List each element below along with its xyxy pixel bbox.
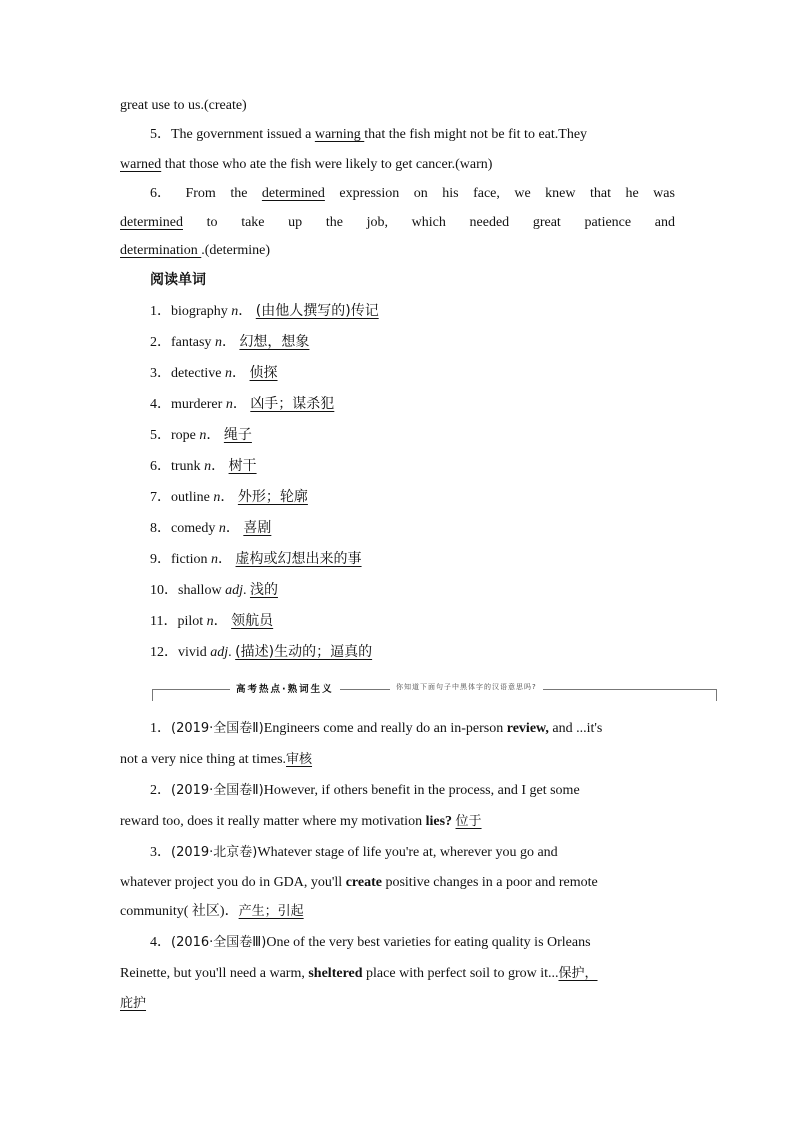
vocab-sep: . <box>228 645 232 660</box>
vocab-item <box>150 611 273 632</box>
vocab-meaning: 虚构或幻想出来的事 <box>235 551 362 567</box>
vocab-number: 4． <box>150 397 171 412</box>
hot-item-3-line2 <box>120 873 675 893</box>
vocab-meaning: 树干 <box>228 458 257 474</box>
exercise-q5-line1 <box>150 125 675 145</box>
vocab-meaning: (描述)生动的；逼真的 <box>235 644 373 660</box>
vocab-pos: n <box>213 490 221 505</box>
vocab-sep: ． <box>218 552 233 567</box>
vocab-word: shallow <box>178 583 222 598</box>
q6-answer-determined-adj: determined <box>261 186 325 201</box>
vocab-meaning: 幻想，想象 <box>239 334 310 350</box>
vocab-number: 8． <box>150 521 171 536</box>
hot-item-number: 2． <box>150 783 171 798</box>
vocab-number: 10． <box>150 583 178 598</box>
q5-text-mid: that the fish might not be fit to eat.They <box>364 127 588 142</box>
vocab-pos: n <box>211 552 219 567</box>
hot-item-bold-word: lies? <box>425 814 453 829</box>
q6-word: up <box>288 215 303 230</box>
q6-word: expression <box>339 186 400 201</box>
hot-item-text: place with perfect soil to grow it... <box>362 966 559 981</box>
hot-item-2-line2 <box>120 812 675 832</box>
hot-item-source: (2019·全国卷Ⅱ) <box>171 783 264 798</box>
vocab-item <box>150 301 379 322</box>
banner-right-cap <box>706 689 717 701</box>
vocab-sep: ． <box>220 490 235 505</box>
q6-answer-determination: determination <box>120 243 202 258</box>
q5-answer-warned: warned <box>120 157 162 172</box>
hot-item-4-line2 <box>120 964 675 984</box>
vocab-pos: adj <box>225 583 243 598</box>
q6-word: to <box>206 215 218 230</box>
vocab-sep: ． <box>213 614 228 629</box>
vocab-number: 5． <box>150 428 171 443</box>
banner-left-cap <box>152 689 163 701</box>
vocab-word: vivid <box>178 645 207 660</box>
vocab-item <box>150 425 252 446</box>
vocab-pos: n <box>204 459 212 474</box>
q6-word: face, <box>473 186 500 201</box>
exercise-q5-line2 <box>120 155 675 175</box>
q6-word: knew <box>545 186 576 201</box>
vocab-sep: ． <box>232 366 247 381</box>
vocab-word: pilot <box>177 614 204 629</box>
vocab-pos: n <box>225 366 233 381</box>
vocab-pos: n <box>225 397 233 412</box>
vocab-meaning: 领航员 <box>231 613 274 629</box>
vocab-sep: . <box>242 583 247 598</box>
hot-item-source: (2019·全国卷Ⅱ) <box>171 721 264 736</box>
hot-item-text: and ...it's <box>548 721 603 736</box>
hot-item-source: (2019·北京卷) <box>171 845 258 860</box>
q6-word: great <box>532 215 561 230</box>
q6-word: he <box>625 186 639 201</box>
hot-item-4-line3 <box>120 994 675 1014</box>
vocab-word: rope <box>171 428 196 443</box>
vocab-item <box>150 363 278 384</box>
vocab-item <box>150 549 362 570</box>
hot-item-text: positive changes in a poor and remote <box>381 875 598 890</box>
banner-subtitle: 你知道下面句子中黑体字的汉语意思吗? <box>390 682 543 692</box>
vocab-word: outline <box>171 490 210 505</box>
q6-word: the <box>325 215 343 230</box>
vocab-number: 1． <box>150 304 171 319</box>
vocab-number: 3． <box>150 366 171 381</box>
hot-item-3-line1 <box>150 843 675 863</box>
q5-number: 5． <box>150 127 171 142</box>
hot-item-1-line2 <box>120 750 675 770</box>
q6-word: and <box>654 215 675 230</box>
vocab-word: trunk <box>171 459 201 474</box>
q6-word: was <box>653 186 675 201</box>
hot-item-text: However, if others benefit in the process, and I get some <box>263 783 580 798</box>
vocab-sep: ． <box>238 304 253 319</box>
vocab-item <box>150 332 309 353</box>
hot-item-text: Whatever stage of life you're at, wherever you go and <box>257 845 558 860</box>
vocab-meaning: 侦探 <box>249 365 278 381</box>
hot-item-answer: 产生；引起 <box>238 904 304 919</box>
vocab-item <box>150 394 334 415</box>
vocab-sep: ． <box>225 521 240 536</box>
exercise-q6-line3 <box>120 241 675 261</box>
vocab-word: comedy <box>171 521 216 536</box>
q6-word: the <box>230 186 248 201</box>
vocab-meaning: 浅的 <box>249 582 278 598</box>
vocab-pos: adj <box>210 645 229 660</box>
hot-item-number: 4． <box>150 935 171 950</box>
hot-item-answer: 保护， <box>558 966 598 981</box>
exercise-q6-line1 <box>150 184 675 204</box>
hot-item-source: (2016·全国卷Ⅲ) <box>171 935 267 950</box>
q6-word: which <box>411 215 446 230</box>
vocab-pos: n <box>231 304 239 319</box>
q5-text-pre: The government issued a <box>171 127 315 142</box>
vocab-sep: ． <box>232 397 247 412</box>
vocab-meaning: 外形；轮廓 <box>237 489 308 505</box>
q6-word: take <box>241 215 265 230</box>
vocab-item <box>150 642 372 663</box>
hot-item-text: Reinette, but you'll need a warm, <box>120 966 309 981</box>
vocab-pos: n <box>214 335 222 350</box>
hot-item-text: whatever project you do in GDA, you'll <box>120 875 346 890</box>
vocab-pos: n <box>218 521 226 536</box>
q6-word: needed <box>469 215 510 230</box>
vocab-item <box>150 518 271 539</box>
vocab-item <box>150 456 257 477</box>
vocab-number: 6． <box>150 459 171 474</box>
vocab-item <box>150 487 308 508</box>
vocab-number: 11． <box>150 614 178 629</box>
reading-words-heading: 阅读单词 <box>150 272 206 288</box>
vocab-sep: ． <box>221 335 236 350</box>
vocab-meaning: 凶手；谋杀犯 <box>250 396 335 412</box>
hot-item-4-line1 <box>150 933 675 953</box>
vocab-word: biography <box>171 304 228 319</box>
vocab-sep: ． <box>206 428 221 443</box>
hot-item-number: 3． <box>150 845 171 860</box>
hot-item-number: 1． <box>150 721 171 736</box>
vocab-pos: n <box>206 614 214 629</box>
vocab-word: fantasy <box>171 335 212 350</box>
vocab-meaning: 喜剧 <box>243 520 272 536</box>
banner-title: 高考热点·熟词生义 <box>230 681 340 695</box>
q6-word: on <box>413 186 428 201</box>
q6-word: patience <box>584 215 632 230</box>
hot-item-answer: 位于 <box>455 814 482 829</box>
vocab-meaning: (由他人撰写的)传记 <box>255 303 379 319</box>
hot-item-bold-word: create <box>345 875 382 890</box>
vocab-number: 2． <box>150 335 171 350</box>
q5-answer-warning: warning <box>314 127 365 142</box>
vocab-number: 12． <box>150 645 178 660</box>
vocab-sep: ． <box>211 459 226 474</box>
hot-item-text: reward too, does it really matter where my motivation <box>120 814 426 829</box>
hot-item-2-line1 <box>150 781 675 801</box>
exercise-q6-line2 <box>120 213 675 233</box>
hot-item-bold-word: sheltered <box>308 966 363 981</box>
hot-item-bold-word: review, <box>506 721 549 736</box>
hot-item-text: not a very nice thing at times. <box>120 752 287 767</box>
hot-item-3-line3 <box>120 902 675 922</box>
vocab-number: 7． <box>150 490 171 505</box>
hot-item-answer: 庇护 <box>120 996 147 1011</box>
vocab-meaning: 绳子 <box>223 427 252 443</box>
vocab-item <box>150 580 278 601</box>
vocab-word: fiction <box>171 552 208 567</box>
q5-text-post: that those who ate the fish were likely to get cancer.(warn) <box>161 157 493 172</box>
hot-item-text: Engineers come and really do an in-person <box>263 721 507 736</box>
q6-word: that <box>589 186 611 201</box>
vocab-word: detective <box>171 366 222 381</box>
q6-text-post: .(determine) <box>201 243 271 258</box>
hot-item-answer: 审核 <box>286 752 313 767</box>
hot-item-text: One of the very best varieties for eating quality is Orleans <box>266 935 591 950</box>
exercise-line-tail: great use to us.(create) <box>120 98 247 113</box>
vocab-pos: n <box>199 428 207 443</box>
q6-word: his <box>442 186 459 201</box>
q6-word: job, <box>366 215 388 230</box>
hot-item-text: community( 社区)． <box>120 904 239 919</box>
q6-answer-determined-verb: determined <box>120 215 183 230</box>
q6-number: 6． <box>150 186 171 201</box>
hot-item-1-line1 <box>150 719 675 739</box>
section-banner <box>152 679 717 709</box>
vocab-number: 9． <box>150 552 171 567</box>
q6-word: we <box>514 186 531 201</box>
q6-word: From <box>185 186 216 201</box>
vocab-word: murderer <box>171 397 223 412</box>
